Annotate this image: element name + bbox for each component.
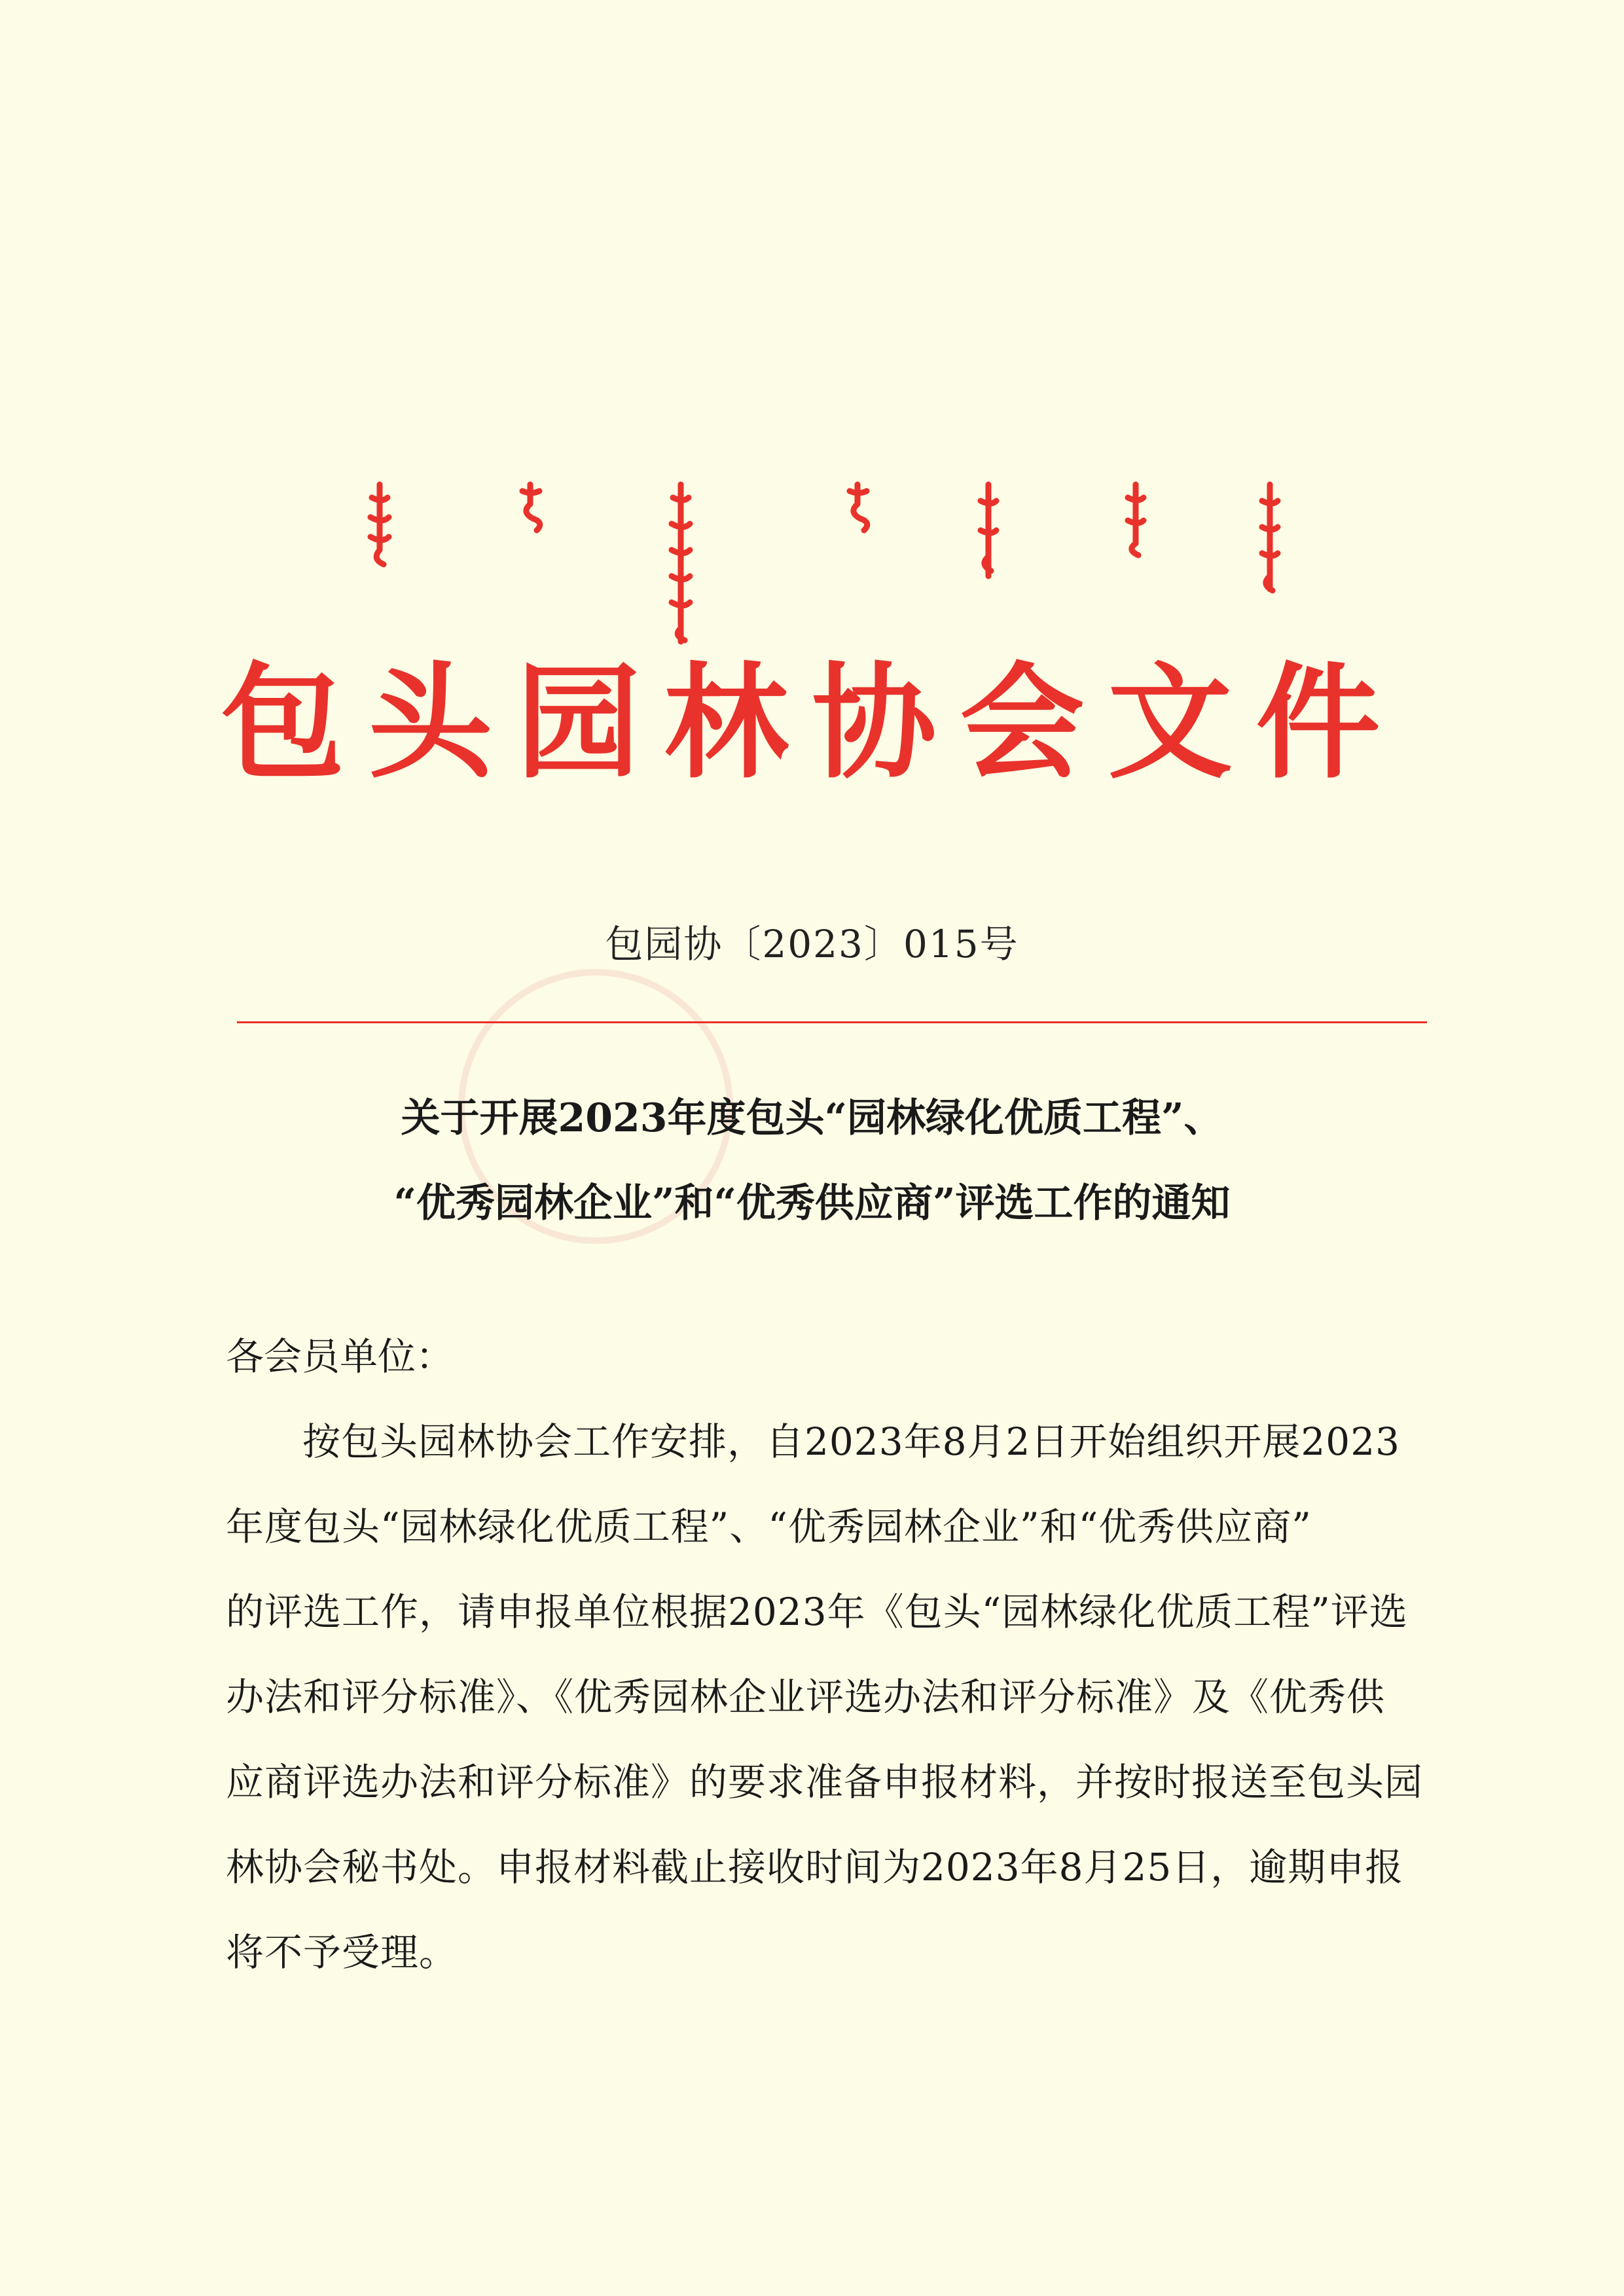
salutation: 各会员单位： xyxy=(226,1334,454,1379)
document-number: 包园协〔2023〕015号 xyxy=(605,922,1019,966)
body-line: 办法和评分标准》、《优秀园林企业评选办法和评分标准》及《优秀供 xyxy=(226,1675,1386,1719)
body-line: 应商评选办法和评分标准》的要求准备申报材料，并按时报送至包头园 xyxy=(226,1760,1424,1804)
body-line: 年度包头“园林绿化优质工程”、“优秀园林企业”和“优秀供应商” xyxy=(226,1504,1312,1549)
mongolian-script-glyphs xyxy=(340,471,1322,655)
body-line: 按包头园林协会工作安排，自2023年8月2日开始组织开展2023 xyxy=(302,1419,1401,1464)
body-line: 林协会秘书处。申报材料截止接收时间为2023年8月25日，逾期申报 xyxy=(226,1845,1404,1889)
notice-heading-line-1: 关于开展2023年度包头“园林绿化优质工程”、 xyxy=(401,1095,1223,1141)
letterhead-title: 包头园林协会文件 xyxy=(220,651,1404,795)
red-divider-line xyxy=(237,1021,1427,1023)
mongolian-script-header xyxy=(340,471,1322,655)
body-line: 将不予受理。 xyxy=(226,1930,458,1975)
body-line: 的评选工作，请申报单位根据2023年《包头“园林绿化优质工程”评选 xyxy=(226,1590,1408,1634)
notice-heading-line-2: “优秀园林企业”和“优秀供应商”评选工作的通知 xyxy=(393,1180,1231,1226)
